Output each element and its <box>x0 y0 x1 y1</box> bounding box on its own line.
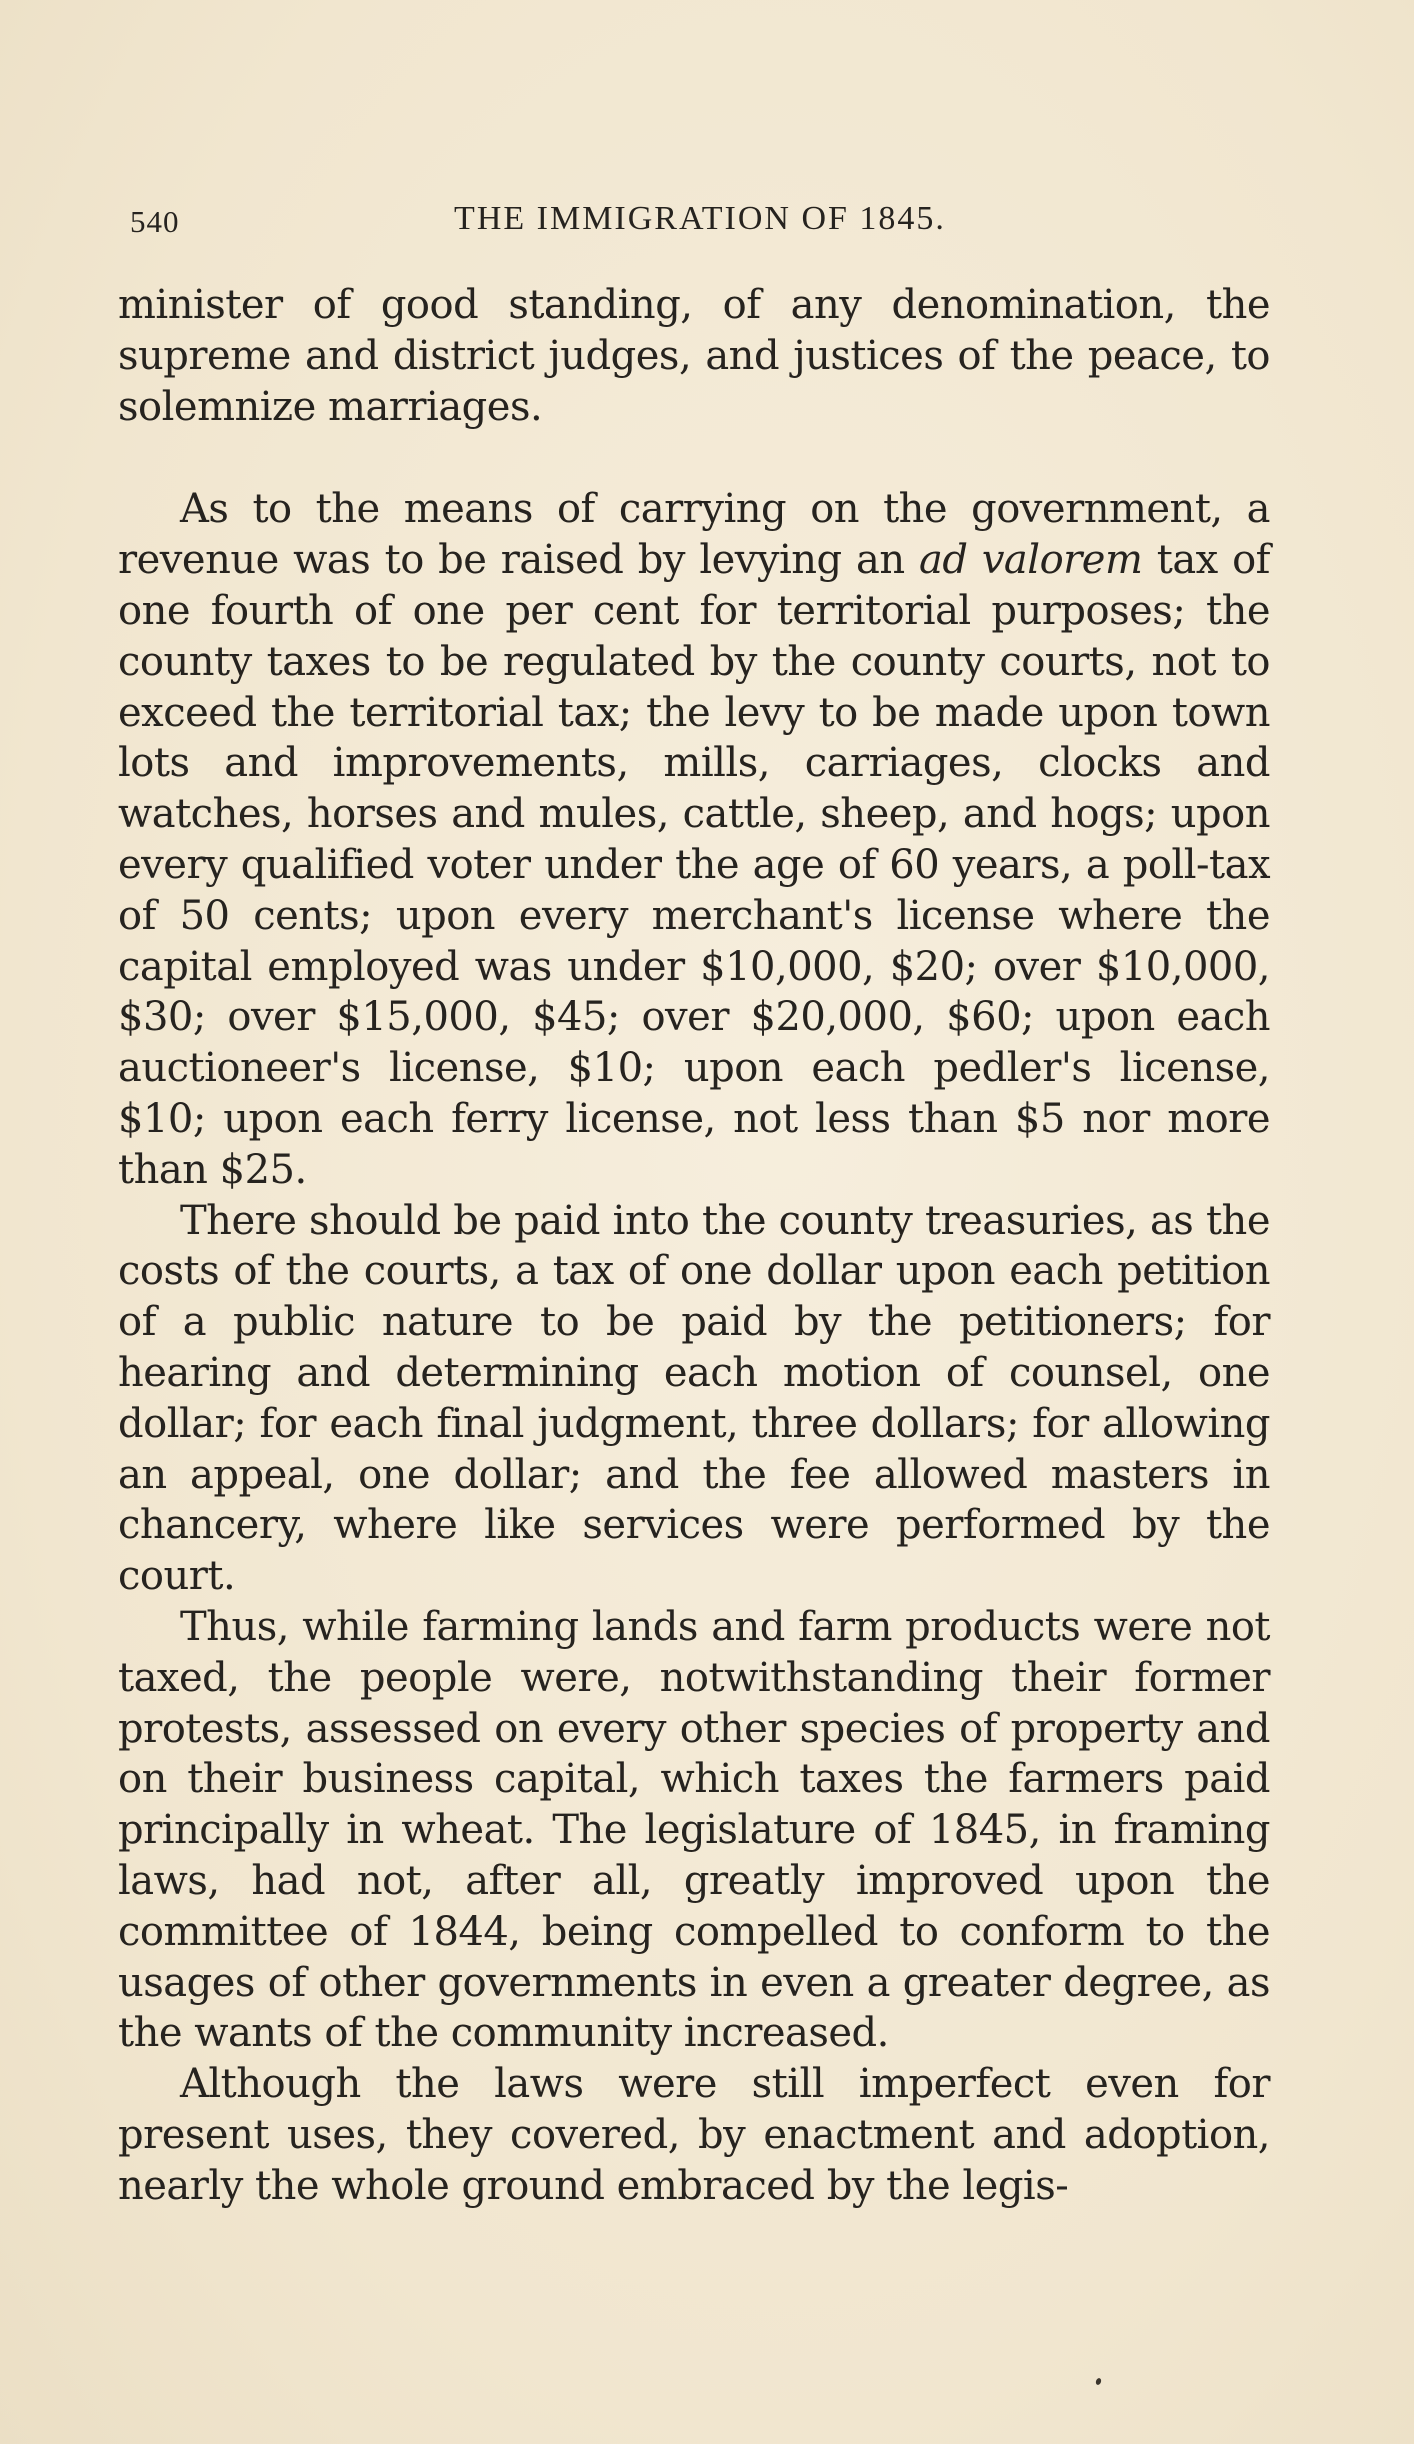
paragraph-laws: Although the laws were still imperfect even for present uses, they covered, by enactment and adoption, nearly the whole ground embraced by the legis- <box>118 2061 1270 2209</box>
page-number: 540 <box>130 204 180 239</box>
paragraph-continuation: minister of good standing, of any denomination, the supreme and district judges, and justices of the peace, to solemnize marriages. <box>118 282 1270 430</box>
italic-phrase: ad valorem <box>919 537 1143 584</box>
page-header <box>130 200 1280 250</box>
paragraph-taxes: Thus, while farming lands and farm products were not taxed, the people were, notwithstanding their former protests, assessed on every other species of property and on their business capital, which taxes the farmers paid principally in wheat. The legislature of 1845, in framing laws, had not, after all, greatly improved upon the committee of 1844, being compelled to conform to the usages of other governments in even a greater degree, as the wants of the community increased. <box>118 1603 1270 2057</box>
paragraph-court-costs: There should be paid into the county treasuries, as the costs of the courts, a tax of one dollar upon each petition of a public nature to be paid by the petitioners; for hearing and determining each motion of counsel, one dollar; for each final judgment, three dollars; for allowing an appeal, one dollar; and the fee allowed masters in chancery, where like services were performed by the court. <box>118 1197 1270 1600</box>
running-title: THE IMMIGRATION OF 1845. <box>454 200 946 237</box>
body-text <box>118 280 1270 2211</box>
paragraph-revenue-text-2: tax of one fourth of one per cent for territorial purposes; the county taxes to be regulated by the county courts, not to exceed the territorial tax; the levy to be made upon town lots and improvements, mills, carriages, clocks and watches, horses and mules, cattle, sheep, and hogs; upon every qualified voter under the age of 60 years, a poll-tax of 50 cents; upon every merchant's license where the capital employed was under $10,000, $20; over $10,000, $30; over $15,000, $45; over $20,000, $60; upon each auctioneer's license, $10; upon each pedler's license, $10; upon each ferry license, not less than $5 nor more than $25. <box>118 537 1270 1193</box>
paragraph-revenue <box>118 484 1270 1195</box>
paragraph-revenue-text-1: As to the means of carrying on the government, a revenue was to be raised by levying an <box>118 486 1270 584</box>
ink-speck <box>1095 2377 1102 2385</box>
